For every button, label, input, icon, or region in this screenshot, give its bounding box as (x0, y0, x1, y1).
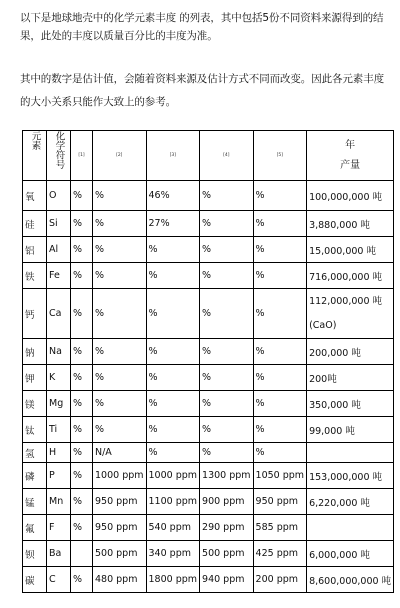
table-row (23, 289, 394, 339)
source-value-cell: % (71, 181, 93, 211)
table-header-row (23, 131, 394, 181)
table-row (23, 443, 394, 463)
element-name-cell: 钙 (23, 289, 47, 339)
source-value-cell: % (253, 211, 307, 237)
element-name-cell: 钡 (23, 541, 47, 567)
element-name-cell: 钛 (23, 417, 47, 443)
source-value-cell: N/A (93, 443, 147, 463)
element-name-cell: 氧 (23, 181, 47, 211)
table-row (23, 515, 394, 541)
table-row (23, 463, 394, 489)
source-value-cell: % (200, 391, 254, 417)
symbol-cell: C (47, 567, 71, 593)
source-value-cell: % (253, 181, 307, 211)
symbol-cell: H (47, 443, 71, 463)
source-value-cell: % (200, 211, 254, 237)
output-cell: 100,000,000 吨 (307, 181, 394, 211)
source-value-cell: % (71, 391, 93, 417)
source-value-cell: 950 ppm (93, 515, 147, 541)
source-value-cell: % (253, 417, 307, 443)
output-cell: 350,000 吨 (307, 391, 394, 417)
symbol-cell: Ti (47, 417, 71, 443)
source-value-cell: % (71, 263, 93, 289)
source-value-cell: 940 ppm (200, 567, 254, 593)
source-value-cell (71, 541, 93, 567)
source-value-cell: % (200, 443, 254, 463)
symbol-cell: O (47, 181, 71, 211)
source-value-cell: 27% (146, 211, 200, 237)
source-value-cell: 425 ppm (253, 541, 307, 567)
output-cell: 6,000,000 吨 (307, 541, 394, 567)
source-value-cell: 1300 ppm (200, 463, 254, 489)
source-value-cell: % (146, 443, 200, 463)
source-value-cell: % (93, 237, 147, 263)
source-value-cell: 900 ppm (200, 489, 254, 515)
symbol-cell: Ba (47, 541, 71, 567)
header-symbol: 化学符号 (47, 131, 71, 181)
output-cell (307, 289, 394, 339)
source-value-cell: 1000 ppm (93, 463, 147, 489)
source-value-cell: % (200, 365, 254, 391)
source-value-cell: % (71, 211, 93, 237)
source-value-cell: 200 ppm (253, 567, 307, 593)
table-row (23, 567, 394, 593)
source-value-cell: 500 ppm (93, 541, 147, 567)
source-value-cell: 1100 ppm (146, 489, 200, 515)
symbol-cell: Ca (47, 289, 71, 339)
source-value-cell: % (253, 443, 307, 463)
source-value-cell: % (93, 181, 147, 211)
source-value-cell: % (253, 365, 307, 391)
source-value-cell: % (93, 365, 147, 391)
element-name-cell: 铁 (23, 263, 47, 289)
output-cell: 15,000,000 吨 (307, 237, 394, 263)
source-value-cell: 340 ppm (146, 541, 200, 567)
source-value-cell: % (93, 391, 147, 417)
source-value-cell: 1050 ppm (253, 463, 307, 489)
source-value-cell: % (253, 339, 307, 365)
source-value-cell: 1000 ppm (146, 463, 200, 489)
element-name-cell: 氟 (23, 515, 47, 541)
table-row (23, 263, 394, 289)
source-value-cell: 46% (146, 181, 200, 211)
table-row (23, 489, 394, 515)
symbol-cell: Mn (47, 489, 71, 515)
output-cell: 200吨 (307, 365, 394, 391)
symbol-cell: Mg (47, 391, 71, 417)
element-name-cell: 钾 (23, 365, 47, 391)
symbol-cell: K (47, 365, 71, 391)
output-cell: 200,000 吨 (307, 339, 394, 365)
element-abundance-table (22, 130, 394, 593)
table-row (23, 365, 394, 391)
table-row (23, 417, 394, 443)
header-output (307, 131, 394, 181)
symbol-cell: Si (47, 211, 71, 237)
symbol-cell: Fe (47, 263, 71, 289)
symbol-cell: Na (47, 339, 71, 365)
output-cell: 716,000,000 吨 (307, 263, 394, 289)
header-source-3: [3] (146, 131, 200, 181)
source-value-cell: % (71, 237, 93, 263)
source-value-cell: % (200, 181, 254, 211)
source-value-cell: % (71, 489, 93, 515)
header-element: 元素 (23, 131, 47, 181)
symbol-cell: Al (47, 237, 71, 263)
output-cell: 8,600,000,000 吨 (307, 567, 394, 593)
source-value-cell: % (93, 417, 147, 443)
header-source-1: [1] (71, 131, 93, 181)
source-value-cell: % (146, 263, 200, 289)
source-value-cell: 950 ppm (253, 489, 307, 515)
source-value-cell: % (71, 567, 93, 593)
element-name-cell: 硅 (23, 211, 47, 237)
table-row (23, 541, 394, 567)
source-value-cell: % (146, 289, 200, 339)
element-name-cell: 碳 (23, 567, 47, 593)
header-source-4: [4] (200, 131, 254, 181)
source-value-cell: % (71, 417, 93, 443)
intro-paragraph-2: 其中的数字是估计值，会随着资料来源及估计方式不同而改变。因此各元素丰度 (20, 73, 384, 85)
source-value-cell: % (93, 211, 147, 237)
element-name-cell: 钠 (23, 339, 47, 365)
element-name-cell: 氢 (23, 443, 47, 463)
output-cell (307, 515, 394, 541)
source-value-cell: % (71, 339, 93, 365)
output-note: (CaO) (309, 319, 337, 331)
source-value-cell: % (253, 237, 307, 263)
source-value-cell: % (93, 289, 147, 339)
table-row (23, 391, 394, 417)
source-value-cell: 585 ppm (253, 515, 307, 541)
header-output-label: 产量 (340, 159, 361, 171)
header-source-2: [2] (93, 131, 147, 181)
source-value-cell: % (200, 263, 254, 289)
source-value-cell: % (71, 515, 93, 541)
source-value-cell: % (253, 289, 307, 339)
source-value-cell: % (253, 391, 307, 417)
symbol-cell: P (47, 463, 71, 489)
source-value-cell: % (71, 443, 93, 463)
table-row (23, 339, 394, 365)
source-value-cell: % (93, 263, 147, 289)
source-value-cell: % (93, 339, 147, 365)
source-value-cell: 500 ppm (200, 541, 254, 567)
source-value-cell: % (200, 339, 254, 365)
source-value-cell: % (146, 391, 200, 417)
source-value-cell: % (146, 365, 200, 391)
table-row (23, 237, 394, 263)
table-body (23, 181, 394, 593)
source-value-cell: 540 ppm (146, 515, 200, 541)
source-value-cell: 290 ppm (200, 515, 254, 541)
element-name-cell: 铝 (23, 237, 47, 263)
source-value-cell: 480 ppm (93, 567, 147, 593)
source-value-cell: % (200, 417, 254, 443)
output-cell: 6,220,000 吨 (307, 489, 394, 515)
table-row (23, 211, 394, 237)
source-value-cell: % (146, 417, 200, 443)
element-name-cell: 镁 (23, 391, 47, 417)
intro-paragraph-1: 以下是地球地壳中的化学元素丰度 的列表，其中包括5份不同资料来源得到的结果，此处的丰度以质量百分比的丰度为准。 (20, 12, 384, 42)
output-cell: 99,000 吨 (307, 417, 394, 443)
source-value-cell: % (71, 365, 93, 391)
output-value: 112,000,000 吨 (309, 295, 383, 307)
source-value-cell: % (71, 463, 93, 489)
source-value-cell: % (200, 289, 254, 339)
header-source-5: [5] (253, 131, 307, 181)
element-name-cell: 磷 (23, 463, 47, 489)
element-name-cell: 锰 (23, 489, 47, 515)
source-value-cell: % (146, 339, 200, 365)
symbol-cell: F (47, 515, 71, 541)
source-value-cell: % (146, 237, 200, 263)
header-year-label: 年 (345, 139, 356, 151)
output-cell: 153,000,000 吨 (307, 463, 394, 489)
source-value-cell: % (71, 289, 93, 339)
source-value-cell: 1800 ppm (146, 567, 200, 593)
output-cell: 3,880,000 吨 (307, 211, 394, 237)
table-row (23, 181, 394, 211)
output-cell (307, 443, 394, 463)
source-value-cell: % (253, 263, 307, 289)
intro-paragraph-3: 的大小关系只能作大致上的参考。 (20, 96, 176, 108)
source-value-cell: 950 ppm (93, 489, 147, 515)
source-value-cell: % (200, 237, 254, 263)
